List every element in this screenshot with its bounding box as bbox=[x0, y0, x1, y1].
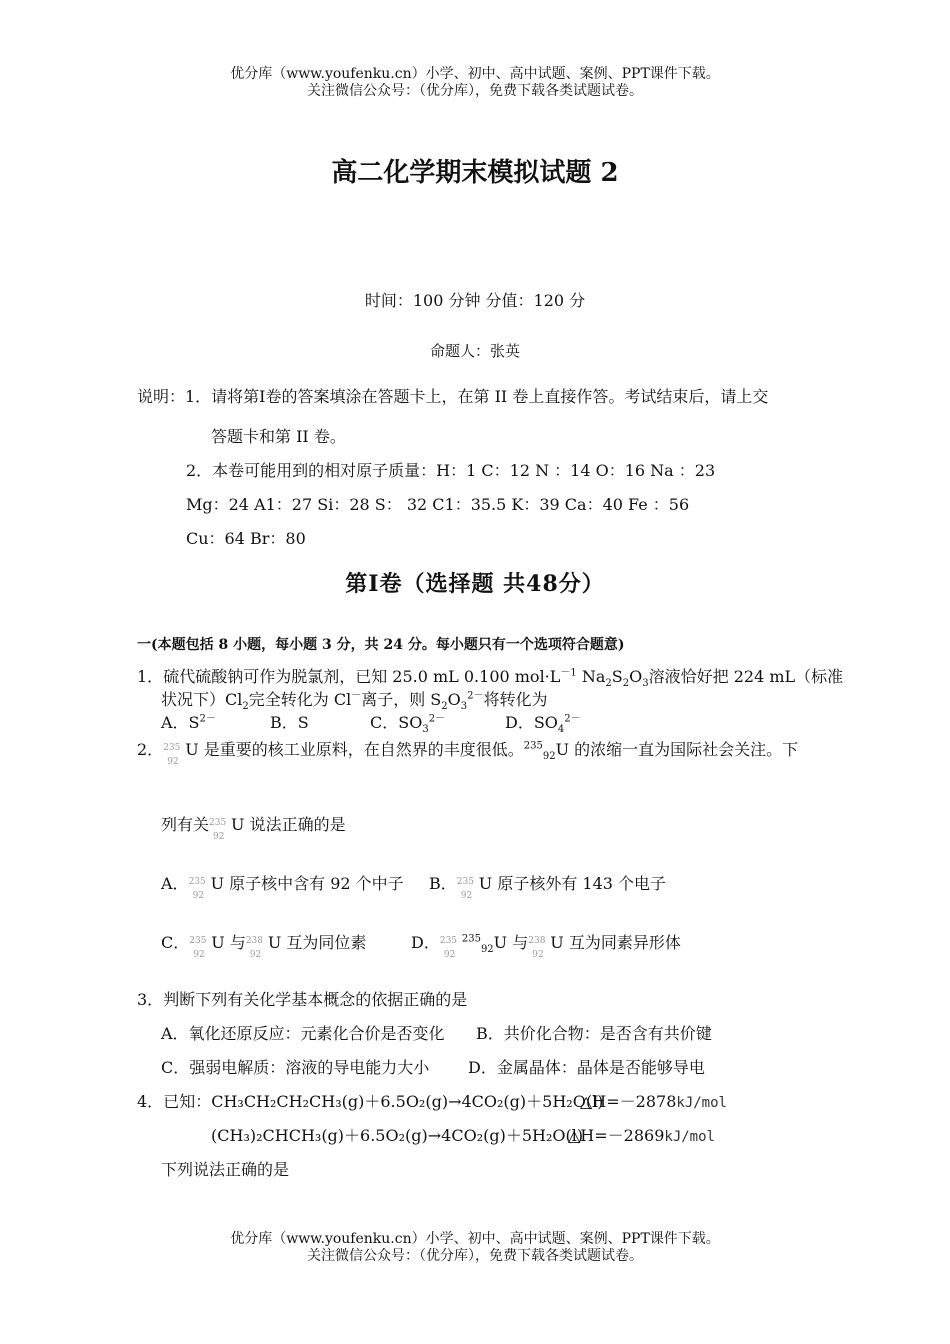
q1-sub: 2 bbox=[242, 701, 249, 713]
atomic-number: 92 bbox=[193, 950, 205, 960]
q2-number: 2． bbox=[137, 740, 164, 759]
q1-opt-a-text: A．S bbox=[161, 713, 200, 732]
q1-opt-a bbox=[161, 710, 216, 733]
q2-opt-b-label: B． bbox=[429, 874, 457, 893]
q1-line1 bbox=[137, 664, 844, 690]
section-instruction: 一(本题包括 8 小题，每小题 3 分，共 24 分。每小题只有一个选项符合题意) bbox=[137, 637, 625, 653]
q2-line2 bbox=[161, 812, 346, 842]
atomic-number: 92 bbox=[542, 751, 556, 763]
q1-sub: 3 bbox=[422, 724, 429, 736]
mass-number: 235 bbox=[209, 818, 227, 828]
q3-number: 3． bbox=[137, 990, 164, 1009]
q4-dh2-value: △H=－2869 bbox=[568, 1126, 665, 1145]
atomic-number: 92 bbox=[480, 944, 494, 956]
atomic-number: 92 bbox=[460, 891, 473, 901]
atomic-number: 92 bbox=[167, 757, 179, 767]
q1-sup: 2－ bbox=[467, 690, 484, 702]
q1-line2 bbox=[161, 687, 548, 713]
q2-opt-c-text: U 互为同位素 bbox=[267, 933, 367, 952]
mass-number: 235 bbox=[523, 740, 543, 752]
q1-opt-c bbox=[370, 710, 446, 736]
q1-sub: 3 bbox=[642, 678, 649, 690]
note-2: 2．本卷可能用到的相对原子质量：H：1 C：12 N ：14 O：16 Na ：23 bbox=[186, 461, 716, 480]
q1-opt-c-text: C．SO bbox=[370, 713, 423, 732]
q2-opt-c bbox=[161, 930, 367, 960]
page-footer-line2: 关注微信公众号：（优分库），免费下载各类试题试卷。 bbox=[307, 1248, 643, 1264]
q2-opt-c-label: C． bbox=[161, 933, 190, 952]
q1-text: 将转化为 bbox=[483, 690, 548, 709]
q1-sup: － bbox=[351, 690, 362, 702]
u238-notation bbox=[528, 934, 550, 960]
mass-number: 235 bbox=[456, 877, 474, 887]
q4-dh2 bbox=[568, 1123, 715, 1146]
atomic-number: 92 bbox=[249, 950, 262, 960]
u235-notation bbox=[163, 741, 185, 767]
q1-opt-b bbox=[270, 710, 309, 733]
q1-text: O bbox=[447, 690, 461, 709]
q4-unit: kJ/mol bbox=[664, 1129, 715, 1145]
q2-opt-d-label: D． bbox=[411, 933, 440, 952]
q3-opt-b: B．共价化合物：是否含有共价键 bbox=[476, 1024, 712, 1043]
section-title: 第Ⅰ卷（选择题 共48分） bbox=[345, 571, 605, 597]
q3-opt-d: D．金属晶体：晶体是否能够导电 bbox=[468, 1058, 705, 1077]
mass-number: 235 bbox=[461, 933, 481, 945]
q1-na: Na bbox=[576, 667, 606, 686]
q1-text: 离子，则 S bbox=[361, 690, 442, 709]
mass-number: 238 bbox=[245, 936, 264, 946]
q1-sub: 4 bbox=[557, 724, 565, 736]
time-score: 时间：100 分钟 分值：120 分 bbox=[364, 291, 586, 310]
exam-title: 高二化学期末模拟试题 2 bbox=[331, 158, 619, 188]
u238-notation bbox=[245, 934, 268, 960]
q4-line2 bbox=[211, 1123, 583, 1146]
u235-notation bbox=[439, 934, 462, 960]
note-4: Cu：64 Br：80 bbox=[186, 529, 306, 548]
q2-opt-d-text: U 与 bbox=[493, 933, 529, 952]
q3-text: 判断下列有关化学基本概念的依据正确的是 bbox=[163, 990, 468, 1009]
note-3: Mg：24 A1：27 Si：28 S： 32 C1：35.5 K：39 Ca：40 Fe ：56 bbox=[186, 495, 690, 514]
q4-equation-2: (CH₃)₂CHCH₃(g)＋6.5O₂(g)→4CO₂(g)＋5H₂O(l) bbox=[211, 1126, 584, 1145]
q2-opt-b-text: U 原子核外有 143 个电子 bbox=[478, 874, 667, 893]
q1-text: 溶液恰好把 224 mL（标准 bbox=[648, 667, 844, 686]
q4-number: 4． bbox=[137, 1092, 164, 1111]
q2-text: U 的浓缩一直为国际社会关注。下 bbox=[555, 740, 799, 759]
q2-text: 列有关 bbox=[161, 815, 210, 834]
q1-sub: 2 bbox=[622, 678, 630, 690]
q3-opt-c: C．强弱电解质：溶液的导电能力大小 bbox=[161, 1058, 430, 1077]
author: 命题人：张英 bbox=[429, 342, 520, 360]
q1-number: 1． bbox=[137, 667, 164, 686]
page-header-line1: 优分库（www.youfenku.cn）小学、初中、高中试题、案例、PPT课件下载。 bbox=[230, 66, 720, 82]
q1-s: S bbox=[611, 667, 623, 686]
q1-sup: 2－ bbox=[428, 713, 446, 725]
page-header-line2: 关注微信公众号：（优分库），免费下载各类试题试卷。 bbox=[307, 83, 643, 99]
note-1a: 说明：1．请将第Ⅰ卷的答案填涂在答题卡上，在第 II 卷上直接作答。考试结束后，请上交 bbox=[137, 387, 769, 406]
q1-sup: 2－ bbox=[564, 713, 581, 725]
q3-opt-a: A．氧化还原反应：元素化合价是否变化 bbox=[161, 1024, 445, 1043]
q4-dh1-value: △H=－2878 bbox=[580, 1092, 677, 1111]
page-footer-line1: 优分库（www.youfenku.cn）小学、初中、高中试题、案例、PPT课件下载。 bbox=[230, 1231, 720, 1247]
mass-number: 235 bbox=[189, 936, 207, 946]
q2-opt-a-label: A． bbox=[161, 874, 189, 893]
q2-text: U 说法正确的是 bbox=[231, 815, 346, 834]
mass-number: 235 bbox=[439, 936, 458, 946]
atomic-number: 92 bbox=[213, 832, 225, 842]
q4-unit: kJ/mol bbox=[676, 1095, 727, 1111]
q2-opt-d bbox=[411, 930, 681, 960]
q1-text: 硫代硫酸钠可作为脱氯剂，已知 25.0 mL 0.100 mol·L bbox=[163, 667, 561, 686]
mass-number: 235 bbox=[188, 877, 206, 887]
q1-o: O bbox=[629, 667, 643, 686]
q1-opt-d-text: D．SO bbox=[505, 713, 558, 732]
q1-sub: 2 bbox=[605, 678, 612, 690]
q2-opt-a-text: U 原子核中含有 92 个中子 bbox=[210, 874, 404, 893]
u235-notation bbox=[188, 875, 211, 901]
q2-opt-d-text: U 互为同素异形体 bbox=[550, 933, 681, 952]
u235-notation bbox=[189, 934, 211, 960]
note-1b: 答题卡和第 II 卷。 bbox=[211, 427, 346, 446]
q1-sub: 2 bbox=[441, 701, 448, 713]
q2-text: U 是重要的核工业原料，在自然界的丰度很低。 bbox=[185, 740, 524, 759]
mass-number: 235 bbox=[163, 743, 181, 753]
atomic-number: 92 bbox=[443, 950, 456, 960]
q2-opt-c-text: U 与 bbox=[211, 933, 246, 952]
q4-dh1 bbox=[580, 1089, 727, 1112]
u235-notation bbox=[456, 875, 479, 901]
q2-line1 bbox=[137, 737, 799, 767]
q4-known: 已知： bbox=[163, 1092, 212, 1111]
mass-number: 238 bbox=[528, 936, 546, 946]
q1-sub: 3 bbox=[460, 701, 468, 713]
q1-sup: 2－ bbox=[199, 713, 216, 725]
q3-stem bbox=[137, 987, 467, 1010]
q4-line1 bbox=[137, 1089, 603, 1112]
q1-text: 状况下）Cl bbox=[161, 690, 243, 709]
u235-notation bbox=[209, 816, 231, 842]
atomic-number: 92 bbox=[192, 891, 205, 901]
atomic-number: 92 bbox=[532, 950, 544, 960]
q4-equation-1: CH₃CH₂CH₂CH₃(g)＋6.5O₂(g)→4CO₂(g)＋5H₂O(l) bbox=[211, 1092, 604, 1111]
q1-text: 完全转化为 Cl bbox=[248, 690, 352, 709]
q1-opt-d bbox=[505, 710, 581, 736]
q2-opt-a bbox=[161, 871, 404, 901]
q2-opt-b bbox=[429, 871, 667, 901]
q1-sup: －1 bbox=[560, 667, 577, 679]
q1-opt-b-text: B．S bbox=[270, 713, 309, 732]
q4-stem: 下列说法正确的是 bbox=[161, 1160, 290, 1179]
